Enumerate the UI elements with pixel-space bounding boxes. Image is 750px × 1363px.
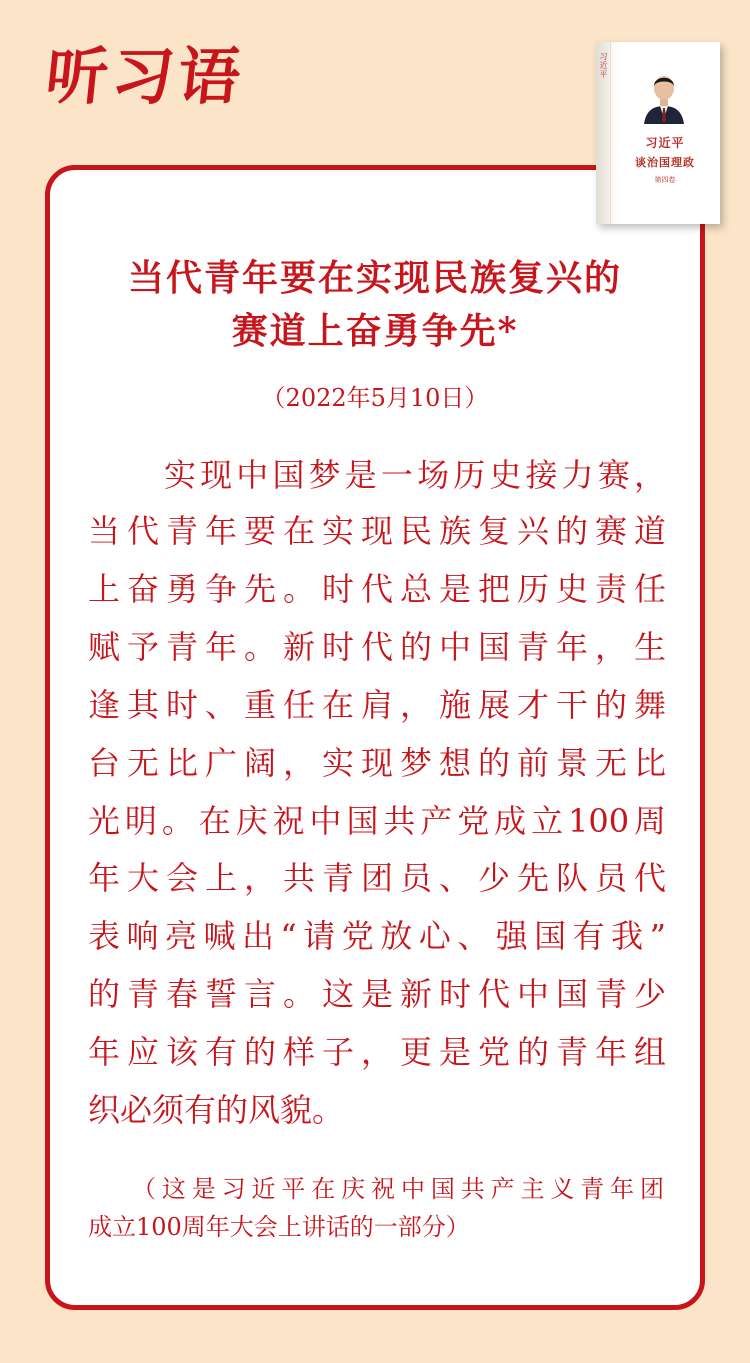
article-heading-line-2: 赛道上奋勇争先* [231, 310, 519, 352]
body-line: 表响亮喊出“请党放心、强国有我” [88, 917, 666, 955]
body-line: 光明。在庆祝中国共产党成立100周 [88, 802, 666, 840]
body-line: 织必须有的风貌。 [88, 1091, 345, 1129]
book-volume: 第四卷 [654, 176, 676, 184]
article-date: （2022年5月10日） [261, 384, 489, 412]
body-line: 台无比广阔，实现梦想的前景无比 [88, 744, 666, 782]
book-spine [596, 42, 611, 224]
source-note-line-2: 成立100周年大会上讲话的一部分） [88, 1213, 470, 1241]
body-line: 上奋勇争先。时代总是把历史责任 [88, 570, 666, 608]
body-line: 逢其时、重任在肩，施展才干的舞 [88, 686, 666, 724]
page-title: 听习语 [42, 40, 248, 113]
book-cover-image [596, 42, 720, 224]
body-line: 的青春誓言。这是新时代中国青少 [88, 975, 666, 1013]
body-line: 实现中国梦是一场历史接力赛， [164, 456, 666, 494]
body-line: 赋予青年。新时代的中国青年，生 [88, 628, 666, 666]
source-note-line-1: （这是习近平在庆祝中国共产主义青年团 [132, 1175, 664, 1203]
article-heading-line-1: 当代青年要在实现民族复兴的 [127, 257, 622, 299]
portrait-image [642, 66, 686, 124]
body-line: 当代青年要在实现民族复兴的赛道 [88, 512, 666, 550]
book-spine-text: 习近平 [599, 52, 608, 79]
book-title: 谈治国理政 [635, 156, 695, 169]
book-author: 习近平 [645, 136, 685, 150]
body-line: 年大会上，共青团员、少先队员代 [88, 859, 666, 897]
body-line: 年应该有的样子，更是党的青年组 [88, 1033, 666, 1071]
